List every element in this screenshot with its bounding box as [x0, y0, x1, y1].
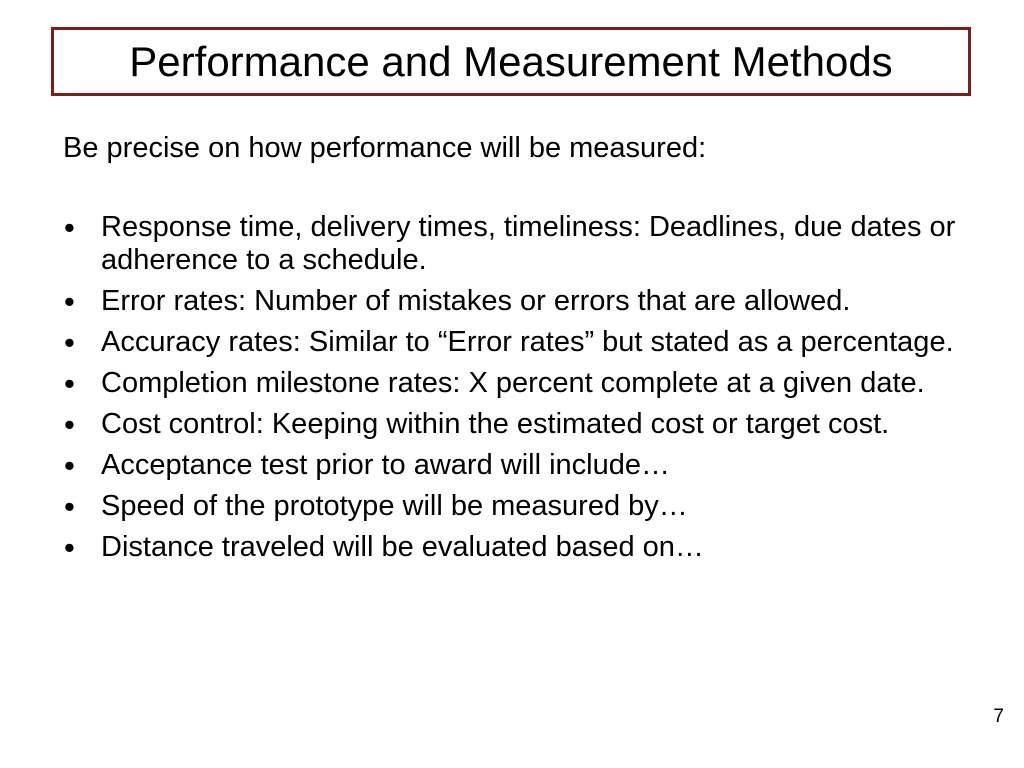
bullet-icon: •	[64, 407, 75, 442]
slide-title-box	[51, 27, 971, 96]
bullet-text: Accuracy rates: Similar to “Error rates” but stated as a percentage.	[101, 326, 954, 358]
bullet-text: Completion milestone rates: X percent complete at a given date.	[101, 367, 925, 399]
bullet-item	[63, 449, 973, 482]
bullet-item	[63, 531, 973, 564]
bullet-text: Distance traveled will be evaluated based on…	[101, 531, 704, 563]
bullet-item	[63, 490, 973, 523]
bullet-text: Cost control: Keeping within the estimated cost or target cost.	[101, 408, 890, 440]
bullet-text: Acceptance test prior to award will include…	[101, 449, 670, 481]
bullet-list	[63, 211, 973, 572]
bullet-icon: •	[64, 284, 75, 319]
bullet-text: Error rates: Number of mistakes or errors that are allowed.	[101, 285, 851, 317]
bullet-item	[63, 285, 973, 318]
bullet-item	[63, 408, 973, 441]
bullet-icon: •	[64, 210, 75, 245]
intro-text: Be precise on how performance will be measured:	[63, 132, 707, 164]
slide-title: Performance and Measurement Methods	[129, 37, 893, 85]
page-number: 7	[993, 706, 1004, 727]
bullet-icon: •	[64, 325, 75, 360]
bullet-icon: •	[64, 448, 75, 483]
bullet-item	[63, 211, 973, 277]
bullet-icon: •	[64, 366, 75, 401]
bullet-text: Response time, delivery times, timeliness: Deadlines, due dates or adherence to a schedule.	[101, 211, 956, 276]
bullet-text: Speed of the prototype will be measured by…	[101, 490, 688, 522]
bullet-item	[63, 367, 973, 400]
bullet-icon: •	[64, 530, 75, 565]
bullet-icon: •	[64, 489, 75, 524]
bullet-item	[63, 326, 973, 359]
